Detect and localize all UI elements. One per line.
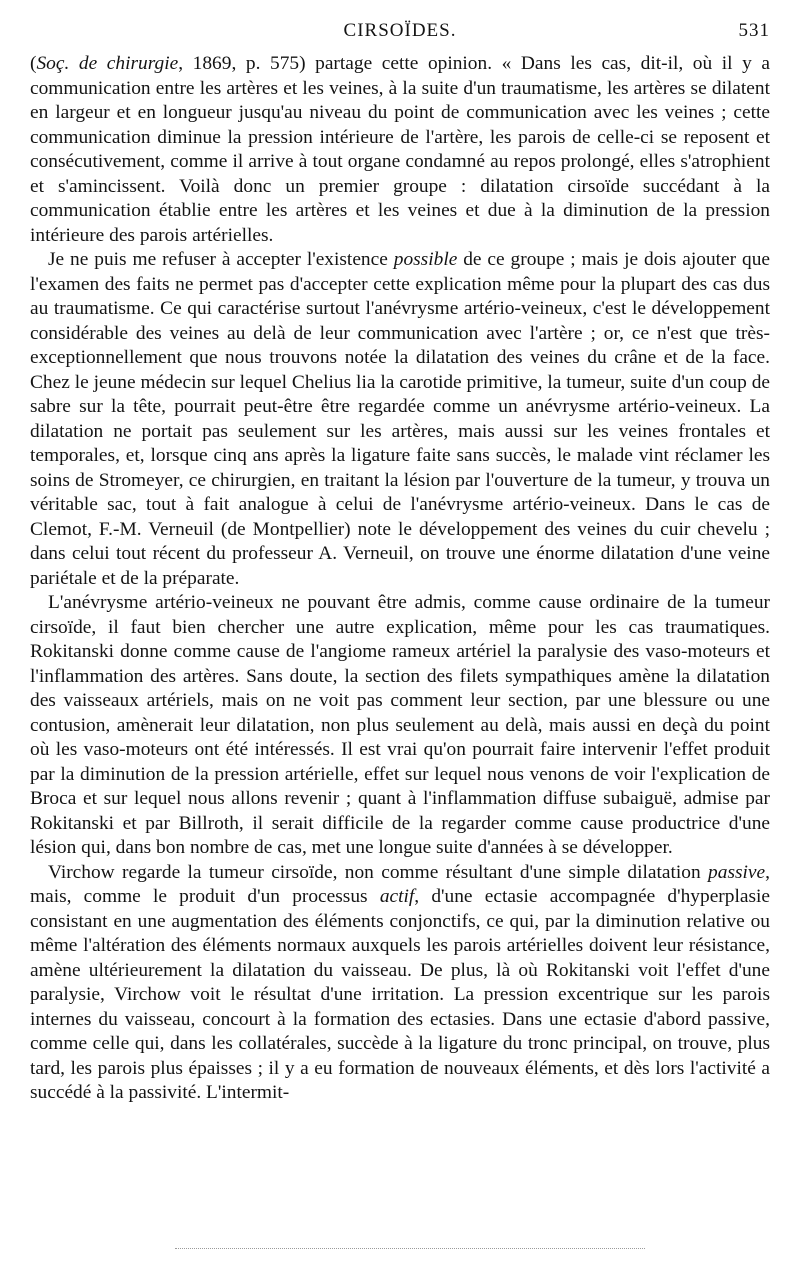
text-run: Virchow regarde la tumeur cirsoïde, non comme résultant d'une simple dilatation bbox=[48, 861, 709, 883]
italic-word: possible bbox=[393, 249, 458, 270]
paragraph-1 bbox=[30, 52, 770, 248]
body-text bbox=[30, 52, 770, 1106]
italic-word: actif bbox=[379, 886, 415, 907]
italic-word: passive bbox=[708, 861, 766, 883]
book-page bbox=[30, 18, 770, 1106]
text-run: , mais, comme le produit d'un processus bbox=[30, 861, 770, 907]
text-run: , 1869, p. 575) partage cette opinion. « Dans les cas, dit-il, où il y a communication entre les artères et les veines, à la suite d'un traumatisme, les artères se dilatent en largeur et en longueur jusqu'au niveau du point de communication avec les veines ; cette communication diminue la pression intérieure de l'artère, les parois de celle-ci se reposent et consécutivement, comme il arrive à tout organe condamné au repos prolongé, elles s'atrophient et s'amincissent. Voilà donc un premier groupe : dilatation cirsoïde succédant à la communication établie entre les artères et les veines et due à la diminution de la pression intérieure des parois artérielles. bbox=[30, 53, 770, 246]
paragraph-4 bbox=[30, 861, 770, 1106]
running-title: CIRSOÏDES. bbox=[343, 20, 457, 41]
text-run: , d'une ectasie accompagnée d'hyperplasie consistant en une augmentation des éléments conjonctifs, ce qui, par la diminution relative ou même l'altération des éléments normaux auxquels les parois artérielles doivent leur résistance, amène ultérieurement la dilatation du vaisseau. De plus, là où Rokitanski voit l'effet d'une paralysie, Virchow voit le résultat d'une irritation. La pression excentrique sur les parois internes du vaisseau, concourt à la formation des ectasies. Dans une ectasie d'abord passive, comme celle qui, dans les collatérales, succède à la ligature du tronc principal, on trouve, plus tard, les parois plus épaisses ; il y a eu formation de nouveaux éléments, et dès lors l'activité a succédé à la passivité. L'intermit- bbox=[30, 886, 770, 1103]
text-run: Je ne puis me refuser à accepter l'existence bbox=[48, 249, 394, 270]
paragraph-3 bbox=[30, 591, 770, 861]
paragraph-2 bbox=[30, 248, 770, 591]
page-number: 531 bbox=[738, 20, 770, 41]
page-footer-rule bbox=[175, 1248, 645, 1249]
page-header bbox=[30, 18, 770, 52]
text-run: L'anévrysme artério-veineux ne pouvant être admis, comme cause ordinaire de la tumeur cirsoïde, il faut bien chercher une autre explication, même pour les cas traumatiques. Rokitanski donne comme cause de l'angiome rameux artériel la paralysie des vaso-moteurs et l'inflammation des artères. Sans doute, la section des filets sympathiques amène la dilatation des vaisseaux artériels, mais on ne voit pas comment leur section, par une blessure ou une contusion, amènerait leur dilatation, non plus seulement au delà, mais aussi en deçà du point où les vaso-moteurs ont été intéressés. Il est vrai qu'on pourrait faire intervenir l'effet produit par la diminution de la pression artérielle, effet sur lequel nous venons de voir l'explication de Broca et sur lequel nous allons revenir ; quant à l'inflammation diffuse subaiguë, admise par Rokitanski et par Billroth, il serait difficile de la regarder comme cause productrice d'une lésion qui, dans bon nombre de cas, met une longue suite d'années à se développer. bbox=[30, 592, 770, 858]
text-run: de ce groupe ; mais je dois ajouter que l'examen des faits ne permet pas d'accepter cette explication même pour la plupart des cas dus au traumatisme. Ce qui caractérise surtout l'anévrysme artério-veineux, c'est le développement considérable des veines au delà de leur communication avec l'artère ; or, ce n'est que très-exceptionnellement que nous trouvons notée la dilatation des veines du crâne et de la face. Chez le jeune médecin sur lequel Chelius lia la carotide primitive, la tumeur, suite d'un coup de sabre sur la tête, pourrait peut-être être regardée comme un anévrysme artério-veineux. La dilatation ne portait pas seulement sur les artères, mais aussi sur les veines frontales et temporales, et, lorsque cinq ans après la ligature faite sans succès, le malade vint réclamer les soins de Stromeyer, ce chirurgien, en traitant la lésion par l'ouverture de la tumeur, y trouva un véritable sac, tout à fait analogue à celui de l'anévrysme artério-veineux. Dans le cas de Clemot, F.-M. Verneuil (de Montpellier) note le développement des veines du cuir chevelu ; dans celui tout récent du professeur A. Verneuil, on trouve une énorme dilatation d'une veine pariétale et de la préparate. bbox=[30, 249, 770, 589]
text-run: ( bbox=[30, 53, 37, 74]
italic-citation: Soç. de chirurgie bbox=[36, 53, 179, 74]
